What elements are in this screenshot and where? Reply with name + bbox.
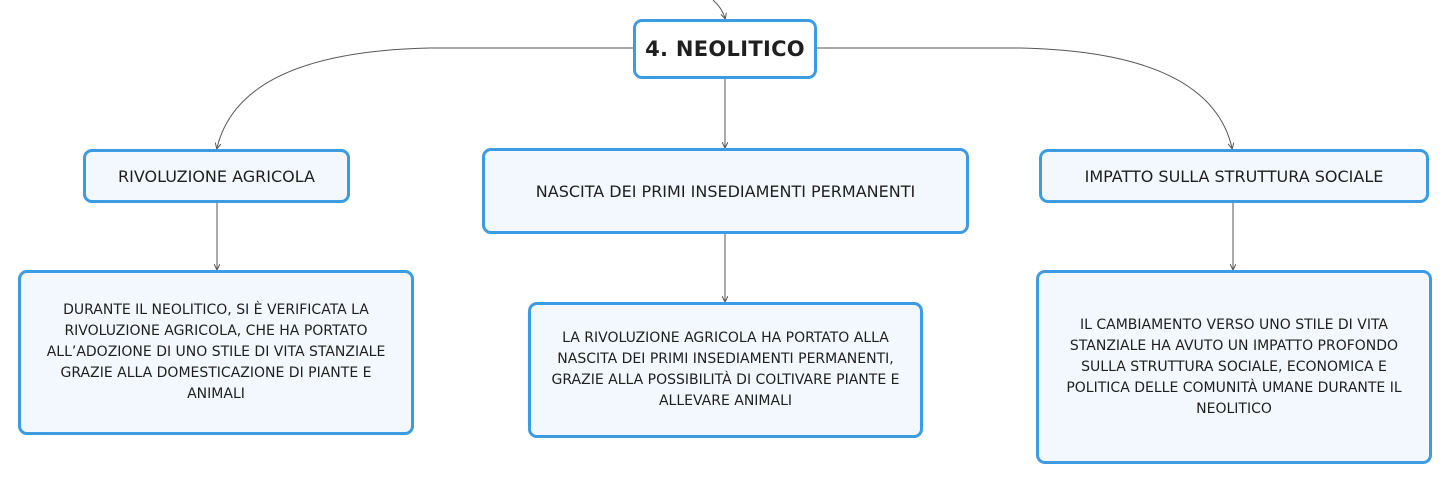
detail-node-impatto-struttura-sociale[interactable] — [1036, 270, 1432, 464]
detail-text: LA RIVOLUZIONE AGRICOLA HA PORTATO ALLA NASCITA DEI PRIMI INSEDIAMENTI PERMANENTI, GRAZIE ALLA POSSIBILITÀ DI COLTIVARE PIANTE E ALLEVARE ANIMALI — [551, 330, 900, 409]
detail-node-rivoluzione-agricola[interactable] — [18, 270, 414, 435]
branch-node-nascita-insediamenti[interactable] — [482, 148, 969, 234]
detail-text: DURANTE IL NEOLITICO, SI È VERIFICATA LA RIVOLUZIONE AGRICOLA, CHE HA PORTATO ALL’ADOZIONE DI UNO STILE DI VITA STANZIALE GRAZIE ALLA DOMESTICAZIONE DI PIANTE E ANIMALI — [46, 302, 386, 402]
incoming-connector — [713, 0, 725, 18]
detail-node-nascita-insediamenti[interactable] — [528, 302, 923, 438]
branch-node-impatto-struttura-sociale[interactable] — [1039, 149, 1429, 203]
branch-node-rivoluzione-agricola[interactable] — [83, 149, 350, 203]
connector-root-branch-1 — [217, 48, 633, 148]
detail-text: IL CAMBIAMENTO VERSO UNO STILE DI VITA STANZIALE HA AVUTO UN IMPATTO PROFONDO SULLA STRUTTURA SOCIALE, ECONOMICA E POLITICA DELLE COMUNITÀ UMANE DURANTE IL NEOLITICO — [1066, 316, 1402, 417]
connector-root-branch-3 — [817, 48, 1232, 148]
branch-label: RIVOLUZIONE AGRICOLA — [118, 166, 315, 186]
branch-label: IMPATTO SULLA STRUTTURA SOCIALE — [1084, 166, 1384, 186]
root-node[interactable] — [633, 19, 817, 79]
branch-label: NASCITA DEI PRIMI INSEDIAMENTI PERMANENTI — [535, 181, 916, 201]
root-label: 4. NEOLITICO — [645, 37, 805, 61]
